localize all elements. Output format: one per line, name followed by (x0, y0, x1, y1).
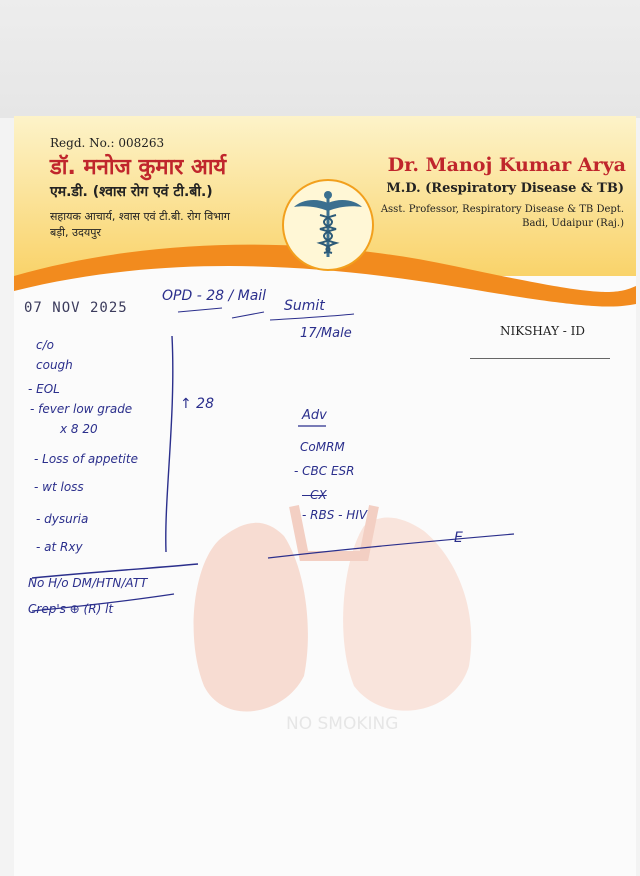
scan-background (0, 0, 640, 118)
watermark-text: NO SMOKING (286, 714, 399, 734)
doctor-degree-english: M.D. (Respiratory Disease & TB) (386, 181, 624, 196)
nikshay-id-label: NIKSHAY - ID (500, 324, 586, 338)
complaint-line: - Loss of appetite (34, 452, 138, 466)
doctor-name-english: Dr. Manoj Kumar Arya (387, 154, 626, 176)
regd-number: Regd. No.: 008263 (50, 136, 165, 150)
doctor-location-hindi: बड़ी, उदयपुर (50, 226, 102, 239)
complaint-line: x 8 20 (60, 422, 98, 436)
date-stamp: 07 NOV 2025 (24, 300, 128, 316)
examination-line: Crep's ⊕ (R) lt (28, 602, 114, 616)
advice-heading: Adv (302, 408, 327, 423)
prescription-paper (14, 116, 636, 876)
advice-item: - CBC ESR (294, 464, 355, 478)
advice-item: CoMRM (300, 440, 345, 454)
doctor-location-english: Badi, Udaipur (Raj.) (522, 218, 624, 229)
advice-item: - RBS - HIV (302, 508, 368, 522)
patient-name: Sumit (284, 298, 325, 314)
complaint-line: cough (36, 358, 73, 372)
complaint-line: - EOL (28, 382, 60, 396)
complaint-line: - at Rxy (36, 540, 83, 554)
doctor-position-english: Asst. Professor, Respiratory Disease & TB Dept. (380, 204, 624, 215)
signature: E (454, 530, 463, 546)
patient-age-sex: 17/Male (300, 326, 352, 341)
complaint-line: - dysuria (36, 512, 89, 526)
history-line: No H/o DM/HTN/ATT (28, 576, 148, 590)
doctor-name-hindi: डॉ. मनोज कुमार आर्य (50, 155, 227, 180)
doctor-degree-hindi: एम.डी. (श्वास रोग एवं टी.बी.) (50, 184, 213, 200)
complaint-line: c/o (36, 338, 54, 352)
duration-note: ↑ 28 (180, 396, 214, 412)
advice-item: - CX (302, 488, 327, 502)
doctor-position-hindi: सहायक आचार्य, श्वास एवं टी.बी. रोग विभाग (50, 210, 230, 223)
complaint-line: - wt loss (34, 480, 84, 494)
complaint-line: - fever low grade (30, 402, 133, 416)
opd-number: OPD - 28 / Mail (162, 288, 267, 304)
